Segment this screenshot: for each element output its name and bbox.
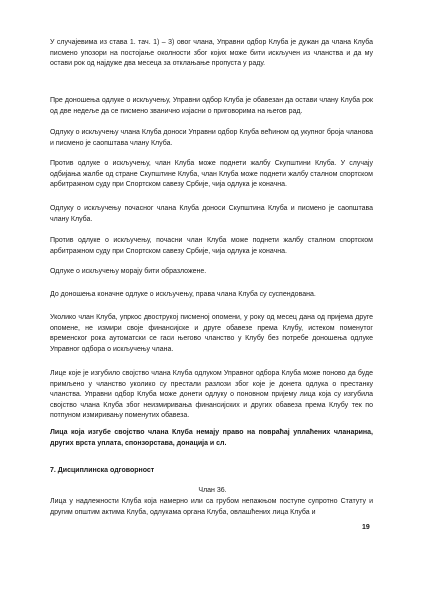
paragraph-no-refund: Лица која изгубе својство члана Клуба немају право на повраћај уплаћених чланарина, других врста уплата, спонзорстава, донација и сл. [50, 429, 373, 447]
paragraph-warning: У случајевима из става 1. тач. 1) – 3) овог члана, Управни одбор Клуба је дужан да члана Клуба писмено упозори на постојање околности због којих може бити искључен из чланства и да му остави рок од најдуже два месеца за отклањање пропуста у раду. [50, 39, 373, 67]
paragraph-readmission: Лице које је изгубило својство члана Клуба одлуком Управног одбора Клуба може поново да буде примљено у чланство уколико су престали разлози због које је донета одлука о престанку чланства. Управни одбор Клуба може донети одлуку о поновном пријему лица која су изгубила својство члана Клуба због неизмиривања финансијских и других обавеза према Клубу тек по потпуном измиривању поменутих обавеза. [50, 370, 373, 419]
paragraph-justification: Одлуке о искључењу морају бити образложене. [50, 268, 207, 275]
paragraph-automatic-termination: Уколико члан Клуба, упркос двострукој писменој опомени, у року од месец дана од пријема друге опомене, не измири своје финансијске и друге обавезе према Клубу, истеком поменутог временског рока аутоматски се гаси његово чланство у Клубу без потребе доношења одлуке Управног одбора о искључењу члана. [50, 314, 373, 353]
page-number: 19 [362, 524, 370, 531]
paragraph-hearing: Пре доношења одлуке о искључењу, Управни одбор Клуба је обавезан да остави члану Клуба рок од две недеље да се писмено званично изјасни о приговорима на његов рад. [50, 97, 373, 115]
paragraph-suspension: До доношења коначне одлуке о искључењу, права члана Клуба су суспендована. [50, 291, 316, 298]
paragraph-honorary-decision: Одлуку о искључењу почасног члана Клуба доноси Скупштина Клуба и писмено је саопштава члану Клуба. [50, 205, 373, 223]
article-title: Члан 36. [198, 487, 227, 494]
section-heading: 7. Дисциплинска одговорност [50, 467, 155, 474]
paragraph-appeal: Против одлуке о искључењу, члан Клуба може поднети жалбу Скупштини Клуба. У случају одбијања жалбе од стране Скупштине Клуба, члан Клуба може поднети жалбу сталном спортском арбитражном суду при Спортском савезу Србије, чија одлука је коначна. [50, 160, 373, 188]
paragraph-honorary-appeal: Против одлуке о искључењу, почасни члан Клуба може поднети жалбу сталном спортском арбитражном суду при Спортском савезу Србије, чија одлука је коначна. [50, 237, 373, 255]
article-paragraph: Лица у надлежности Клуба која намерно или са грубом непажњом поступе супротно Статуту и другим општим актима Клуба, одлукама органа Клуба, овлашћених лица Клуба и [50, 498, 373, 516]
paragraph-decision: Одлуку о искључењу члана Клуба доноси Управни одбор Клуба већином од укупног броја чланова и писмено је саопштава члану Клуба. [50, 129, 373, 147]
